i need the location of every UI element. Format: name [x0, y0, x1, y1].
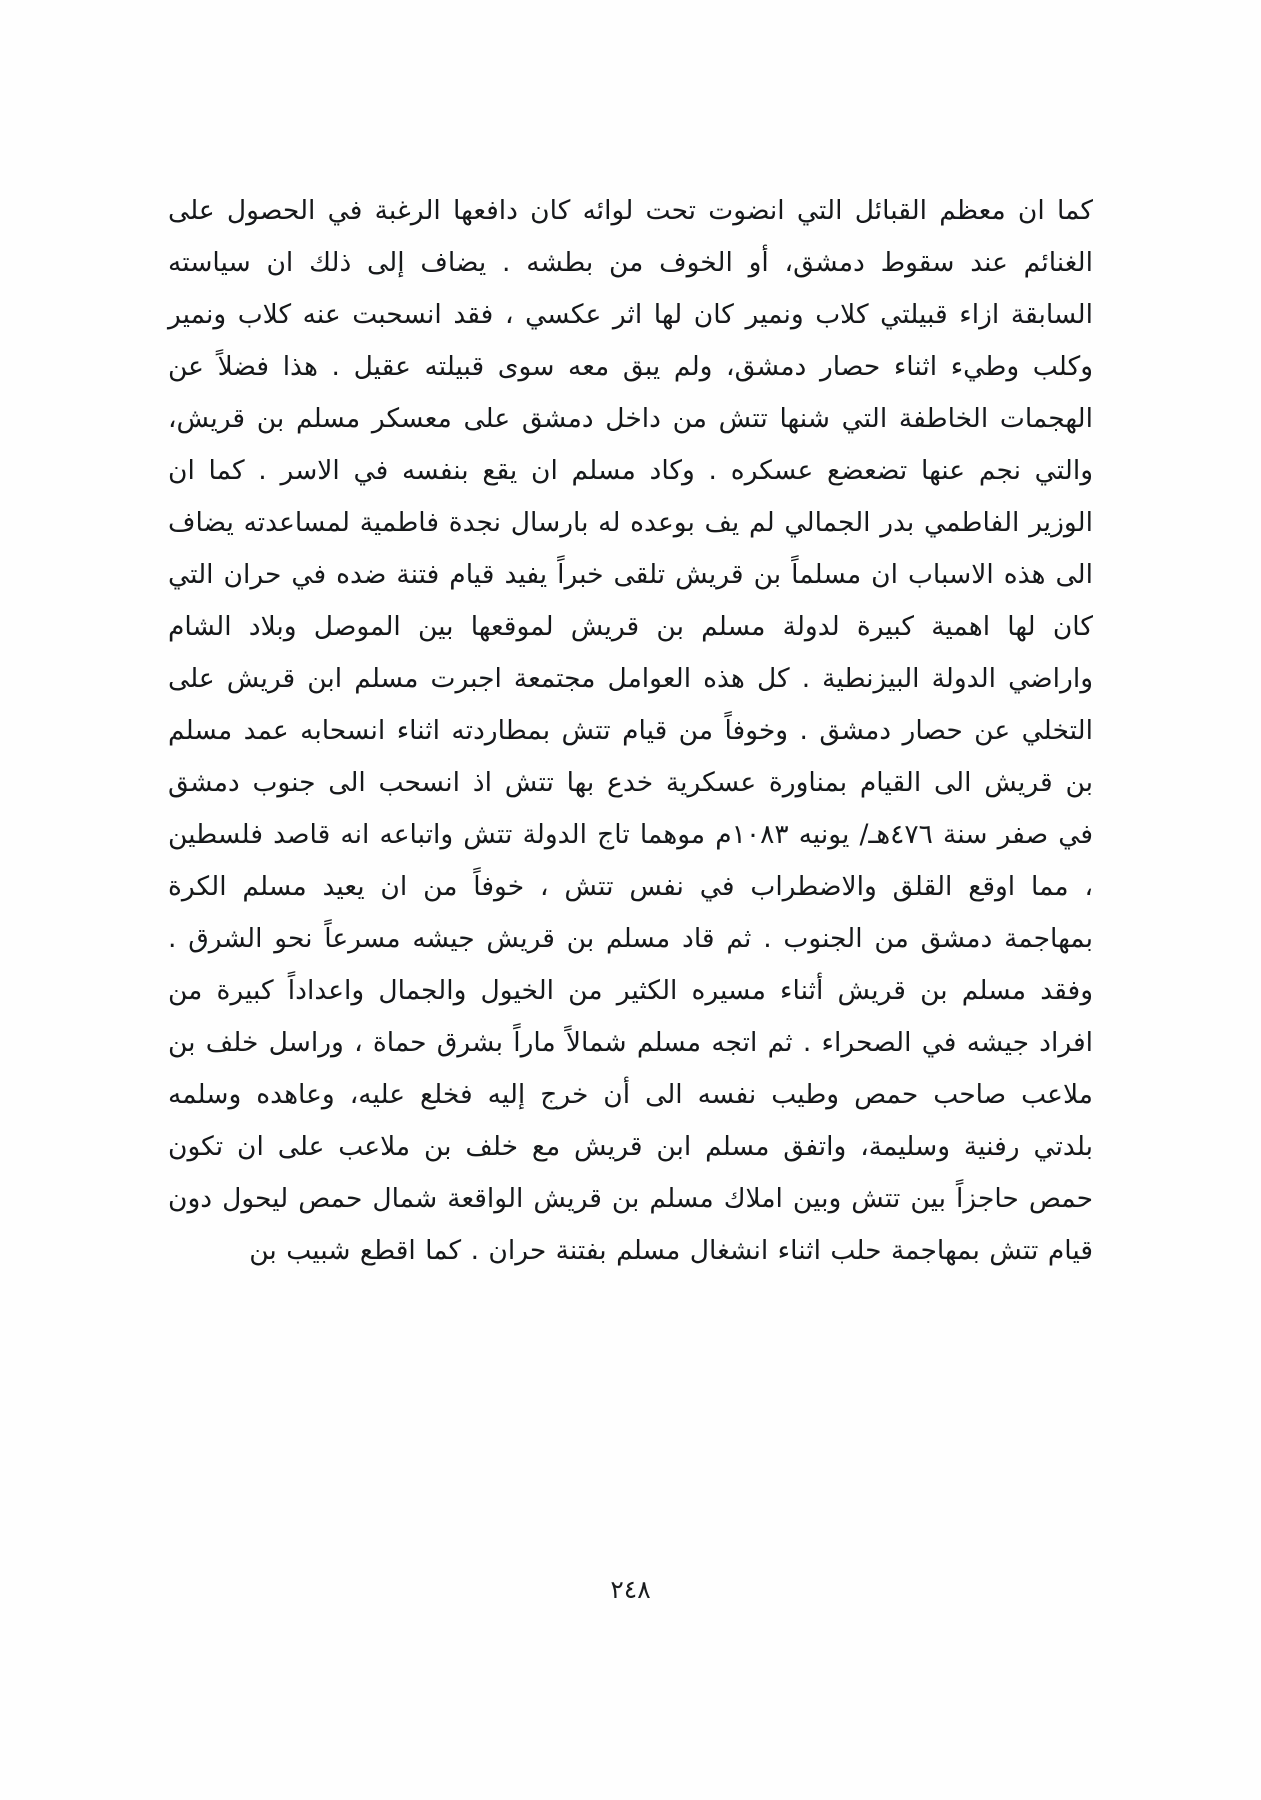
page-number: ٢٤٨ — [610, 1575, 651, 1604]
page-content — [168, 185, 1093, 1277]
body-text-block — [168, 185, 1093, 1277]
main-paragraph: كما ان معظم القبائل التي انضوت تحت لوائه كان دافعها الرغبة في الحصول على الغنائم عند سقوط دمشق، أو الخوف من بطشه . يضاف إلى ذلك ان سياسته السابقة ازاء قبيلتي كلاب ونمير كان لها اثر عكسي ، فقد انسحبت عنه كلاب ونمير وكلب وطيء اثناء حصار دمشق، ولم يبق معه سوى قبيلته عقيل . هذا فضلاً عن الهجمات الخاطفة التي شنها تتش من داخل دمشق على معسكر مسلم بن قريش، والتي نجم عنها تضعضع عسكره . وكاد مسلم ان يقع بنفسه في الاسر . كما ان الوزير الفاطمي بدر الجمالي لم يف بوعده له بارسال نجدة فاطمية لمساعدته يضاف الى هذه الاسباب ان مسلماً بن قريش تلقى خبراً يفيد قيام فتنة ضده في حران التي كان لها اهمية كبيرة لدولة مسلم بن قريش لموقعها بين الموصل وبلاد الشام واراضي الدولة البيزنطية . كل هذه العوامل مجتمعة اجبرت مسلم ابن قريش على التخلي عن حصار دمشق . وخوفاً من قيام تتش بمطاردته اثناء انسحابه عمد مسلم بن قريش الى القيام بمناورة عسكرية خدع بها تتش اذ انسحب الى جنوب دمشق في صفر سنة ٤٧٦هـ/ يونيه ١٠٨٣م موهما تاج الدولة تتش واتباعه انه قاصد فلسطين ، مما اوقع القلق والاضطراب في نفس تتش ، خوفاً من ان يعيد مسلم الكرة بمهاجمة دمشق من الجنوب . ثم قاد مسلم بن قريش جيشه مسرعاً نحو الشرق . وفقد مسلم بن قريش أثناء مسيره الكثير من الخيول والجمال واعداداً كبيرة من افراد جيشه في الصحراء . ثم اتجه مسلم شمالاً ماراً بشرق حماة ، وراسل خلف بن ملاعب صاحب حمص وطيب نفسه الى أن خرج إليه فخلع عليه، وعاهده وسلمه بلدتي رفنية وسليمة، واتفق مسلم ابن قريش مع خلف بن ملاعب على ان تكون حمص حاجزاً بين تتش وبين املاك مسلم بن قريش الواقعة شمال حمص ليحول دون قيام تتش بمهاجمة حلب اثناء انشغال مسلم بفتنة حران . كما اقطع شبيب بن — [168, 195, 1093, 1266]
